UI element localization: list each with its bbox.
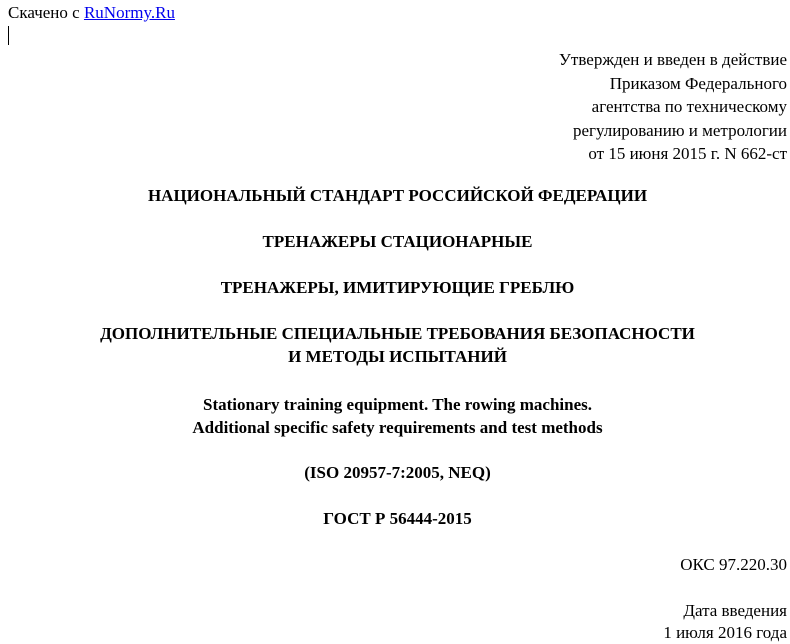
requirements-title — [0, 322, 790, 368]
approval-line: регулированию и метрологии — [572, 120, 787, 140]
approval-line: агентства по техническому — [591, 97, 787, 116]
approval-block — [559, 48, 787, 166]
english-title-line: Stationary training equipment. The rowing machines. — [203, 395, 592, 414]
approval-line: Утвержден и введен в действие — [558, 50, 787, 69]
introduction-date-block — [663, 600, 787, 644]
requirements-title-line: И МЕТОДЫ ИСПЫТАНИЙ — [288, 347, 507, 366]
trainers-title: ТРЕНАЖЕРЫ СТАЦИОНАРНЫЕ — [262, 232, 533, 251]
approval-line: от 15 июня 2015 г. N 662-ст — [588, 144, 787, 163]
introduction-date: 1 июля 2016 года — [663, 623, 787, 642]
introduction-label: Дата введения — [683, 601, 787, 620]
source-prefix: Скачено с — [8, 3, 84, 22]
text-cursor — [8, 26, 9, 45]
oks-code: ОКС 97.220.30 — [680, 555, 787, 574]
iso-reference: (ISO 20957-7:2005, NEQ) — [304, 463, 491, 482]
national-standard-title: НАЦИОНАЛЬНЫЙ СТАНДАРТ РОССИЙСКОЙ ФЕДЕРАЦИИ — [147, 186, 648, 205]
rowing-title: ТРЕНАЖЕРЫ, ИМИТИРУЮЩИЕ ГРЕБЛЮ — [220, 278, 575, 297]
approval-line: Приказом Федерального — [609, 73, 787, 93]
source-link[interactable]: RuNormy.Ru — [83, 3, 175, 22]
requirements-title-line: ДОПОЛНИТЕЛЬНЫЕ СПЕЦИАЛЬНЫЕ ТРЕБОВАНИЯ БЕЗОПАСНОСТИ — [100, 324, 695, 343]
source-line — [8, 3, 175, 23]
english-title-line: Additional specific safety requirements and test methods — [192, 418, 603, 437]
english-title — [0, 393, 790, 439]
gost-number: ГОСТ Р 56444-2015 — [323, 509, 472, 528]
